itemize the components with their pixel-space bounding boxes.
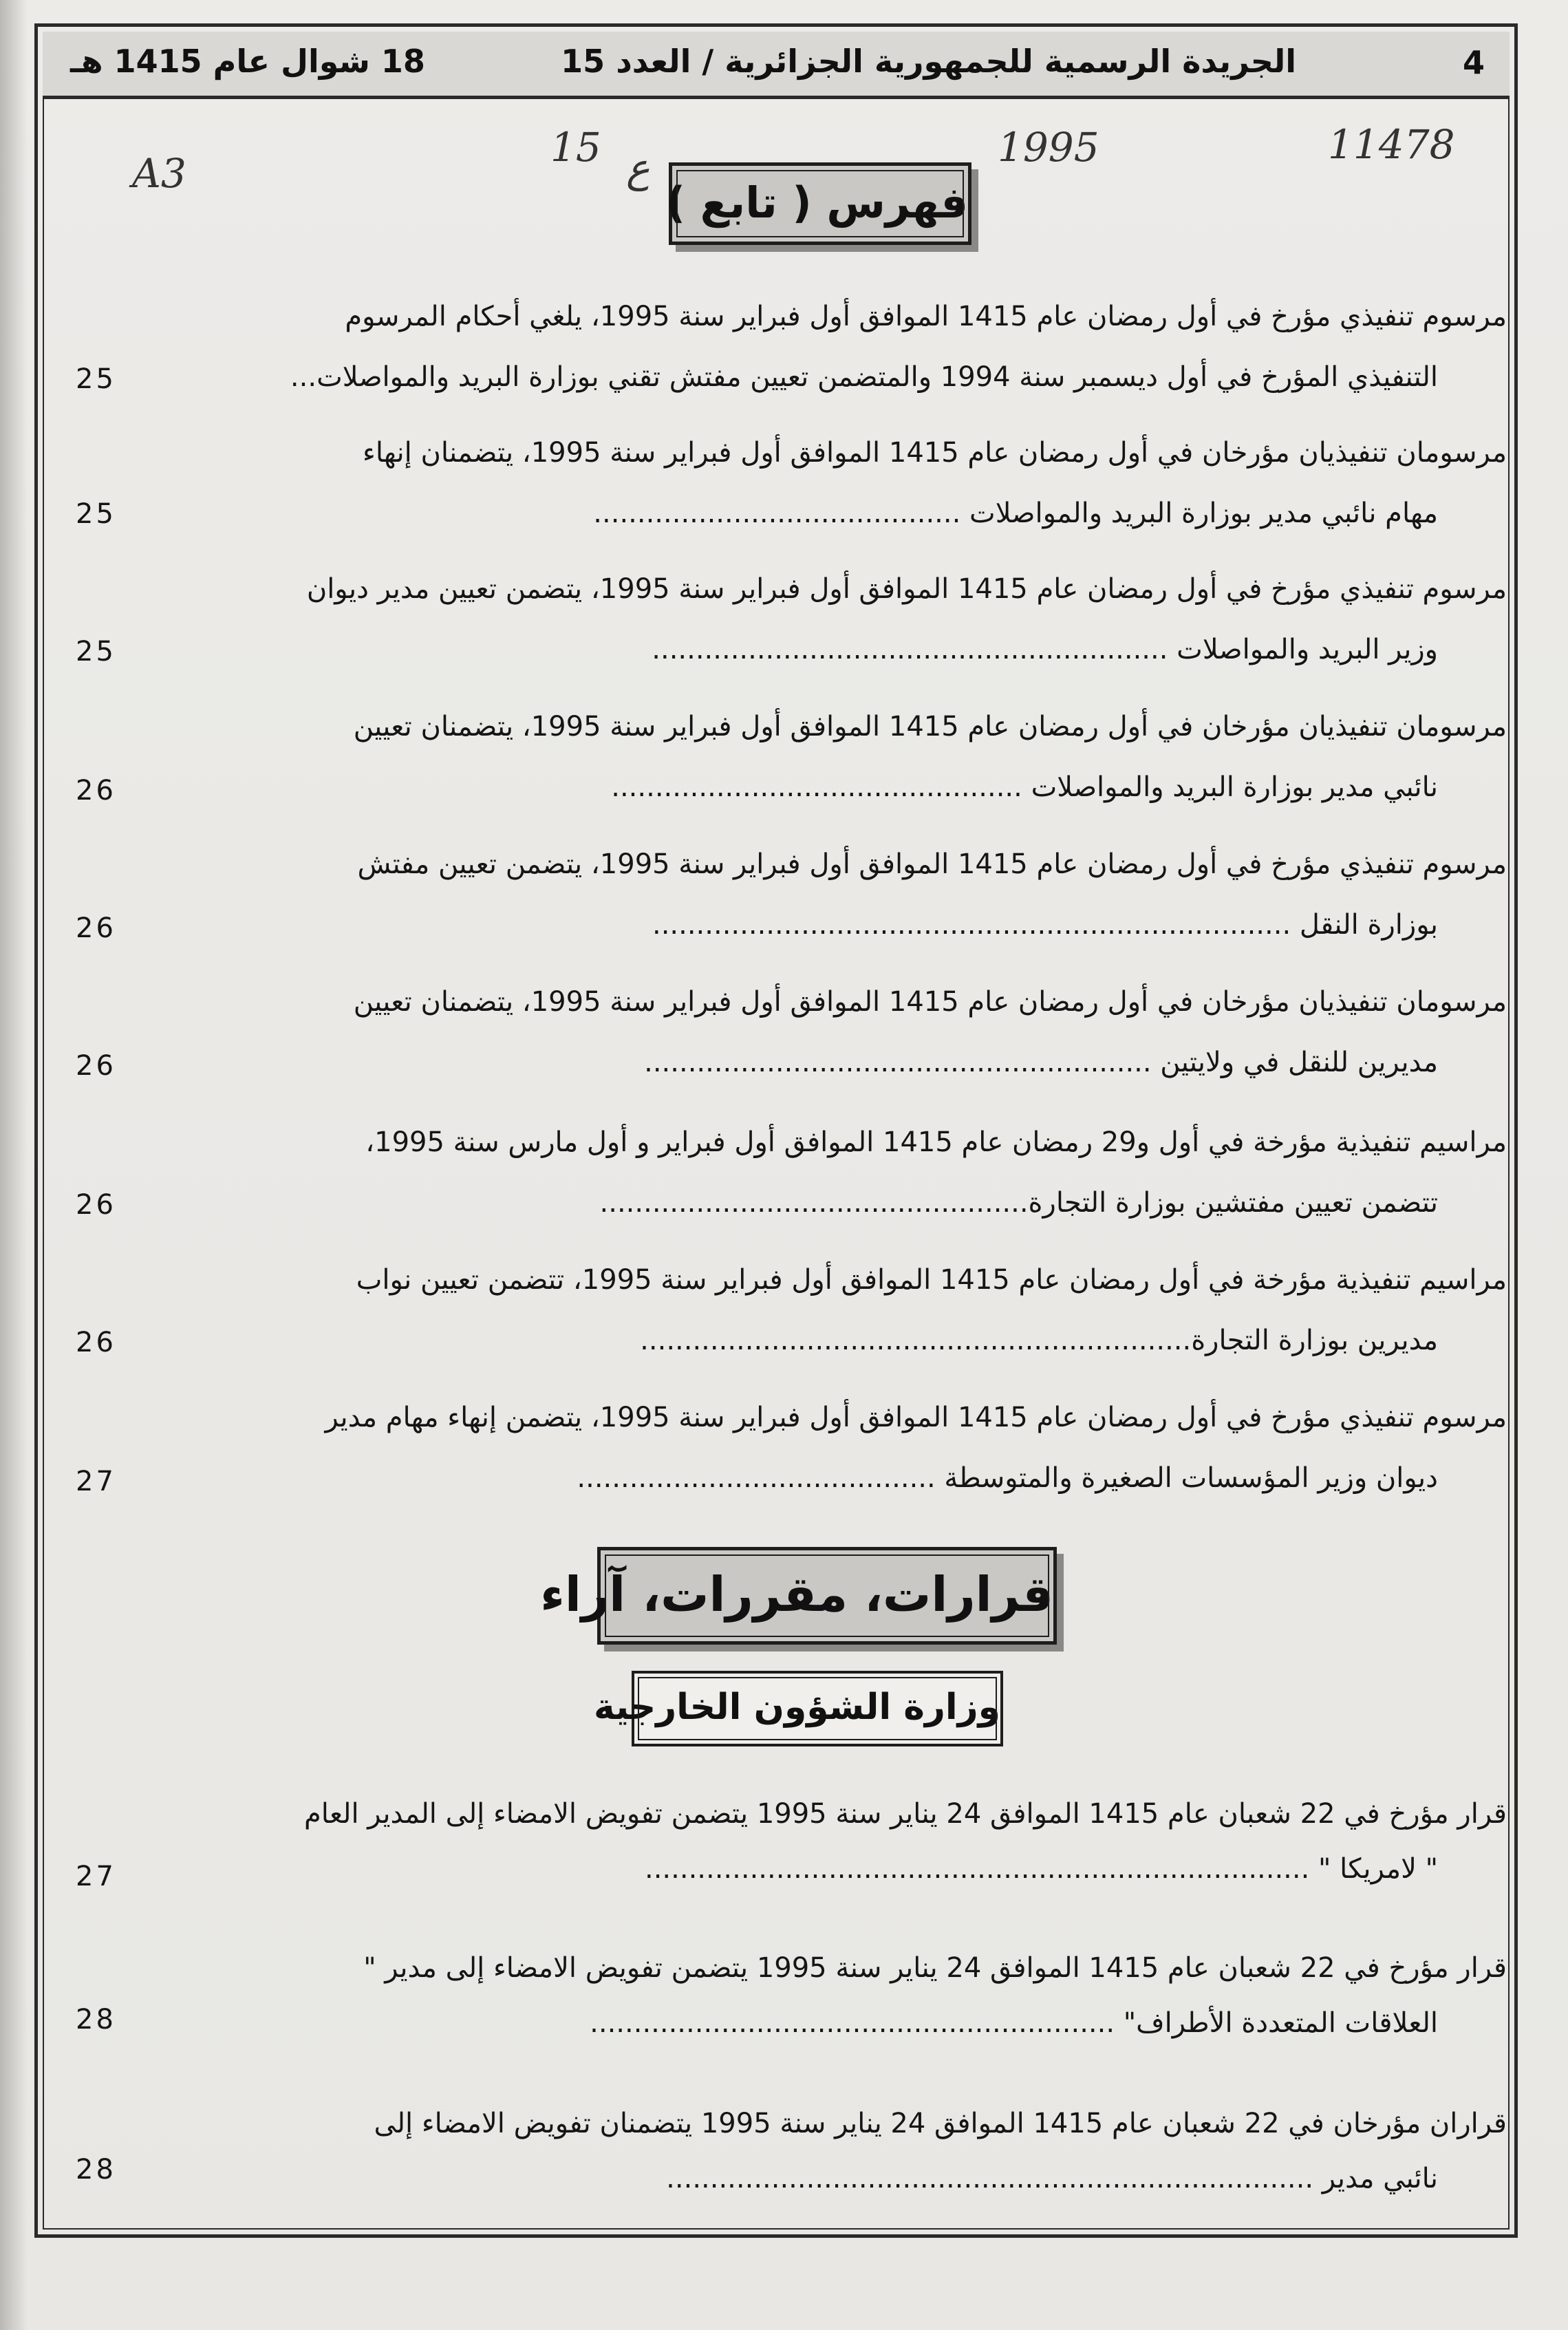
entry-page-number: 25 — [76, 636, 116, 667]
index-title-box — [665, 162, 971, 245]
entry-page-number: 26 — [76, 1327, 116, 1358]
entry-line-1: مراسيم تنفيذية مؤرخة في أول رمضان عام 1415 الموافق أول فبراير سنة 1995، تتضمن تعيين نواب — [356, 1264, 1507, 1296]
index-title: فهرس ( تابع ) — [665, 178, 968, 228]
entry-line-2: مهام نائبي مدير بوزارة البريد والمواصلات .......................................... — [593, 498, 1438, 529]
entry-line-1: مرسومان تنفيذيان مؤرخان في أول رمضان عام 1415 الموافق أول فبراير سنة 1995، يتضمنان تعيين — [353, 711, 1507, 742]
entry-page-number: 26 — [76, 775, 116, 806]
decision-page-number: 28 — [76, 2154, 116, 2185]
handwritten-a: 15 — [550, 124, 601, 171]
decision-page-number: 28 — [76, 2004, 116, 2035]
ministry-title-inner-border — [638, 1677, 997, 1740]
ministry-title: وزارة الشؤون الخارجية — [593, 1687, 1000, 1728]
section-title-inner-border — [605, 1554, 1049, 1637]
entry-line-2: التنفيذي المؤرخ في أول ديسمبر سنة 1994 والمتضمن تعيين مفتش تقني بوزارة البريد والمواصلات... — [290, 361, 1438, 393]
handwritten-c: 1995 — [998, 124, 1099, 171]
handwritten-d: 11478 — [1328, 121, 1455, 168]
page-header — [43, 32, 1510, 99]
entry-page-number: 27 — [76, 1466, 116, 1497]
header-page-number: 4 — [1462, 44, 1485, 81]
decision-page-number: 27 — [76, 1861, 116, 1892]
entry-page-number: 25 — [76, 498, 116, 530]
entry-line-1: مرسوم تنفيذي مؤرخ في أول رمضان عام 1415 الموافق أول فبراير سنة 1995، يلغي أحكام المرسوم — [345, 301, 1507, 332]
entry-line-2: ديوان وزير المؤسسات الصغيرة والمتوسطة ......................................... — [577, 1462, 1438, 1494]
index-title-inner-border — [676, 170, 964, 237]
handwritten-left: A3 — [132, 150, 186, 197]
decision-line-1: قرار مؤرخ في 22 شعبان عام 1415 الموافق 24 يناير سنة 1995 يتضمن تفويض الامضاء إلى مدير " — [363, 1952, 1507, 1984]
entry-line-1: مرسوم تنفيذي مؤرخ في أول رمضان عام 1415 الموافق أول فبراير سنة 1995، يتضمن تعيين مدير ديوان — [306, 573, 1507, 605]
entry-line-2: تتضمن تعيين مفتشين بوزارة التجارة................................................. — [599, 1187, 1438, 1219]
entry-line-2: مديرين للنقل في ولايتين .......................................................... — [644, 1047, 1438, 1078]
entry-line-2: نائبي مدير بوزارة البريد والمواصلات ............................................... — [611, 771, 1438, 803]
entry-line-1: مرسوم تنفيذي مؤرخ في أول رمضان عام 1415 الموافق أول فبراير سنة 1995، يتضمن تعيين مفتش — [357, 848, 1507, 880]
entry-line-2: وزير البريد والمواصلات ........................................................... — [652, 634, 1438, 665]
section-title: قرارات، مقررات، آراء — [540, 1566, 1053, 1623]
section-title-box — [540, 1547, 1057, 1645]
entry-line-1: مرسومان تنفيذيان مؤرخان في أول رمضان عام 1415 الموافق أول فبراير سنة 1995، يتضمنان إنهاء — [363, 437, 1507, 469]
header-date: 18 شوال عام 1415 هـ — [70, 43, 425, 80]
header-title: الجريدة الرسمية للجمهورية الجزائرية / العدد 15 — [561, 43, 1296, 80]
decision-line-2: " لامريكا " ............................................................................ — [645, 1853, 1438, 1885]
entry-line-1: مرسوم تنفيذي مؤرخ في أول رمضان عام 1415 الموافق أول فبراير سنة 1995، يتضمن إنهاء مهام مدير — [325, 1402, 1507, 1433]
handwritten-b: ع — [626, 145, 650, 191]
entry-line-1: مراسيم تنفيذية مؤرخة في أول و29 رمضان عام 1415 الموافق أول فبراير و أول مارس سنة 1995، — [365, 1126, 1507, 1158]
decision-line-2: العلاقات المتعددة الأطراف" ............................................................ — [590, 2007, 1438, 2039]
decision-line-1: قرار مؤرخ في 22 شعبان عام 1415 الموافق 24 يناير سنة 1995 يتضمن تفويض الامضاء إلى المدير العام — [304, 1798, 1507, 1830]
decision-line-1: قراران مؤرخان في 22 شعبان عام 1415 الموافق 24 يناير سنة 1995 يتضمنان تفويض الامضاء إلى — [374, 2108, 1507, 2139]
ministry-title-box — [593, 1671, 1003, 1746]
entry-page-number: 25 — [76, 363, 116, 395]
entry-line-2: بوزارة النقل ......................................................................... — [652, 909, 1438, 941]
entry-line-2: مديرين بوزارة التجارة............................................................... — [640, 1325, 1438, 1356]
decision-line-2: نائبي مدير .......................................................................... — [666, 2163, 1438, 2194]
scan-edge-shadow — [0, 0, 28, 2330]
entry-page-number: 26 — [76, 1189, 116, 1221]
entry-page-number: 26 — [76, 912, 116, 944]
entry-page-number: 26 — [76, 1050, 116, 1082]
entry-line-1: مرسومان تنفيذيان مؤرخان في أول رمضان عام 1415 الموافق أول فبراير سنة 1995، يتضمنان تعيين — [353, 986, 1507, 1018]
